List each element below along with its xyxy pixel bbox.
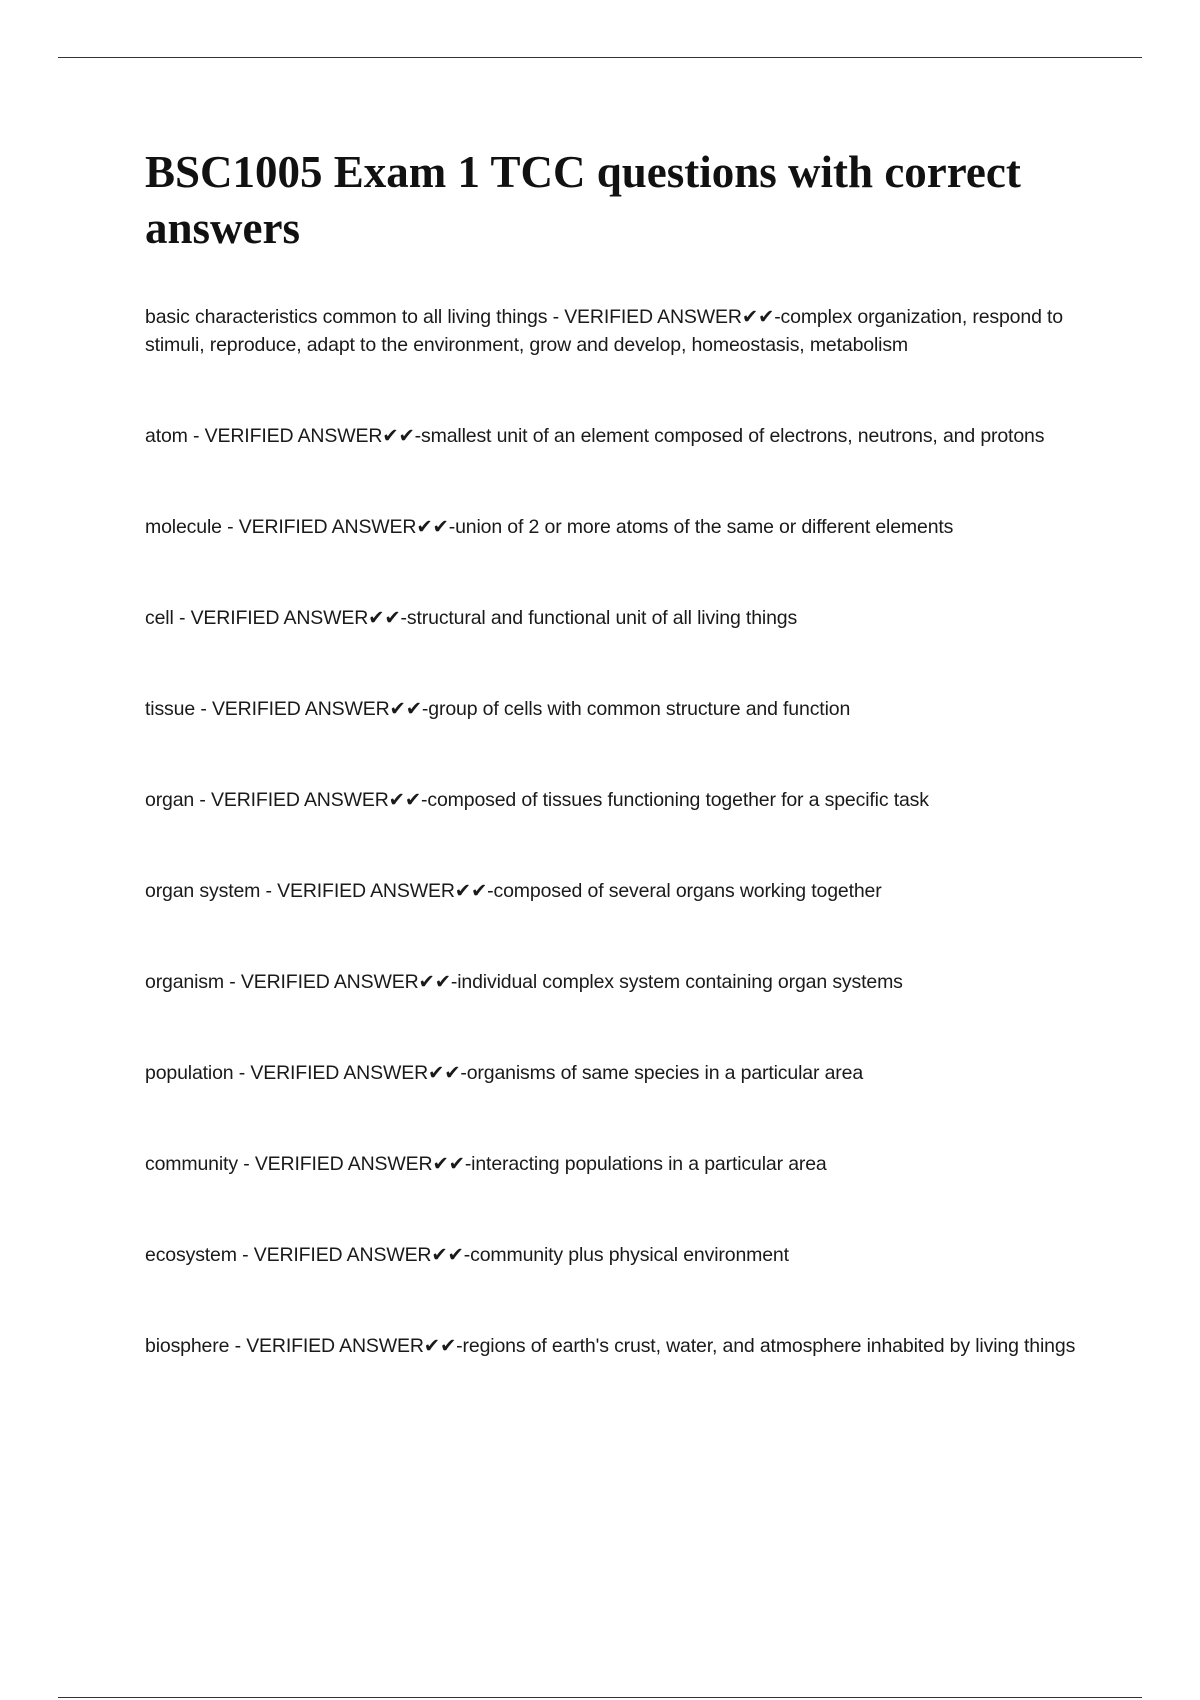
qa-answer: individual complex system containing organ systems — [457, 971, 903, 993]
qa-verified-label: VERIFIED ANSWER✔✔- — [253, 1244, 471, 1266]
qa-separator: - — [221, 516, 239, 538]
qa-separator: - — [229, 1335, 247, 1357]
qa-term: organ system — [145, 880, 261, 902]
qa-verified-label: VERIFIED ANSWER✔✔- — [211, 698, 429, 720]
qa-item — [145, 695, 1095, 723]
qa-verified-label: VERIFIED ANSWER✔✔- — [238, 516, 456, 538]
qa-item — [145, 1241, 1095, 1269]
qa-answer: organisms of same species in a particular area — [466, 1062, 864, 1084]
qa-term: molecule — [145, 516, 222, 538]
qa-item — [145, 303, 1095, 359]
qa-item — [145, 422, 1095, 450]
qa-verified-label: VERIFIED ANSWER✔✔- — [254, 1153, 472, 1175]
qa-verified-label: VERIFIED ANSWER✔✔- — [277, 880, 494, 902]
qa-answer: smallest unit of an element composed of electrons, neutrons, and protons — [421, 425, 1045, 447]
qa-answer: composed of several organs working together — [493, 880, 882, 902]
qa-item — [145, 1332, 1095, 1360]
qa-item — [145, 513, 1095, 541]
qa-term: community — [145, 1153, 238, 1175]
qa-answer: union of 2 or more atoms of the same or different elements — [455, 516, 954, 538]
qa-term: basic characteristics common to all living things — [145, 306, 548, 328]
qa-term: organism — [145, 971, 224, 993]
qa-verified-label: VERIFIED ANSWER✔✔- — [240, 971, 458, 993]
qa-item — [145, 968, 1095, 996]
qa-separator: - — [194, 789, 212, 811]
qa-term: biosphere — [145, 1335, 230, 1357]
qa-answer: community plus physical environment — [470, 1244, 789, 1266]
qa-verified-label: VERIFIED ANSWER✔✔- — [564, 306, 781, 328]
qa-separator: - — [547, 306, 565, 328]
qa-separator: - — [237, 1153, 255, 1175]
qa-term: cell — [145, 607, 174, 629]
qa-term: ecosystem — [145, 1244, 237, 1266]
qa-term: tissue — [145, 698, 196, 720]
qa-separator: - — [195, 698, 212, 720]
top-divider — [58, 57, 1142, 58]
qa-answer: structural and functional unit of all living things — [406, 607, 798, 629]
qa-item — [145, 604, 1095, 632]
qa-answer: composed of tissues functioning together for a specific task — [427, 789, 929, 811]
qa-answer: group of cells with common structure and function — [428, 698, 851, 720]
qa-verified-label: VERIFIED ANSWER✔✔- — [190, 607, 407, 629]
qa-separator: - — [224, 971, 241, 993]
qa-verified-label: VERIFIED ANSWER✔✔- — [204, 425, 421, 447]
qa-answer: complex organization, respond to stimuli, reproduce, adapt to the environment, grow and develop, homeostasis, metabolism — [145, 306, 1069, 356]
qa-answer: regions of earth's crust, water, and atmosphere inhabited by living things — [462, 1335, 1076, 1357]
qa-separator: - — [260, 880, 278, 902]
qa-term: atom — [145, 425, 188, 447]
qa-verified-label: VERIFIED ANSWER✔✔- — [246, 1335, 463, 1357]
qa-term: organ — [145, 789, 195, 811]
bottom-divider — [58, 1697, 1142, 1698]
qa-item — [145, 1059, 1095, 1087]
qa-item — [145, 1150, 1095, 1178]
qa-verified-label: VERIFIED ANSWER✔✔- — [250, 1062, 467, 1084]
qa-verified-label: VERIFIED ANSWER✔✔- — [211, 789, 428, 811]
qa-term: population — [145, 1062, 234, 1084]
page-title: BSC1005 Exam 1 TCC questions with correct answers — [145, 147, 1021, 253]
qa-list — [145, 303, 1095, 1423]
qa-item — [145, 877, 1095, 905]
qa-separator: - — [173, 607, 191, 629]
qa-answer: interacting populations in a particular area — [471, 1153, 827, 1175]
qa-separator: - — [233, 1062, 251, 1084]
qa-item — [145, 786, 1095, 814]
qa-separator: - — [236, 1244, 254, 1266]
qa-separator: - — [187, 425, 205, 447]
